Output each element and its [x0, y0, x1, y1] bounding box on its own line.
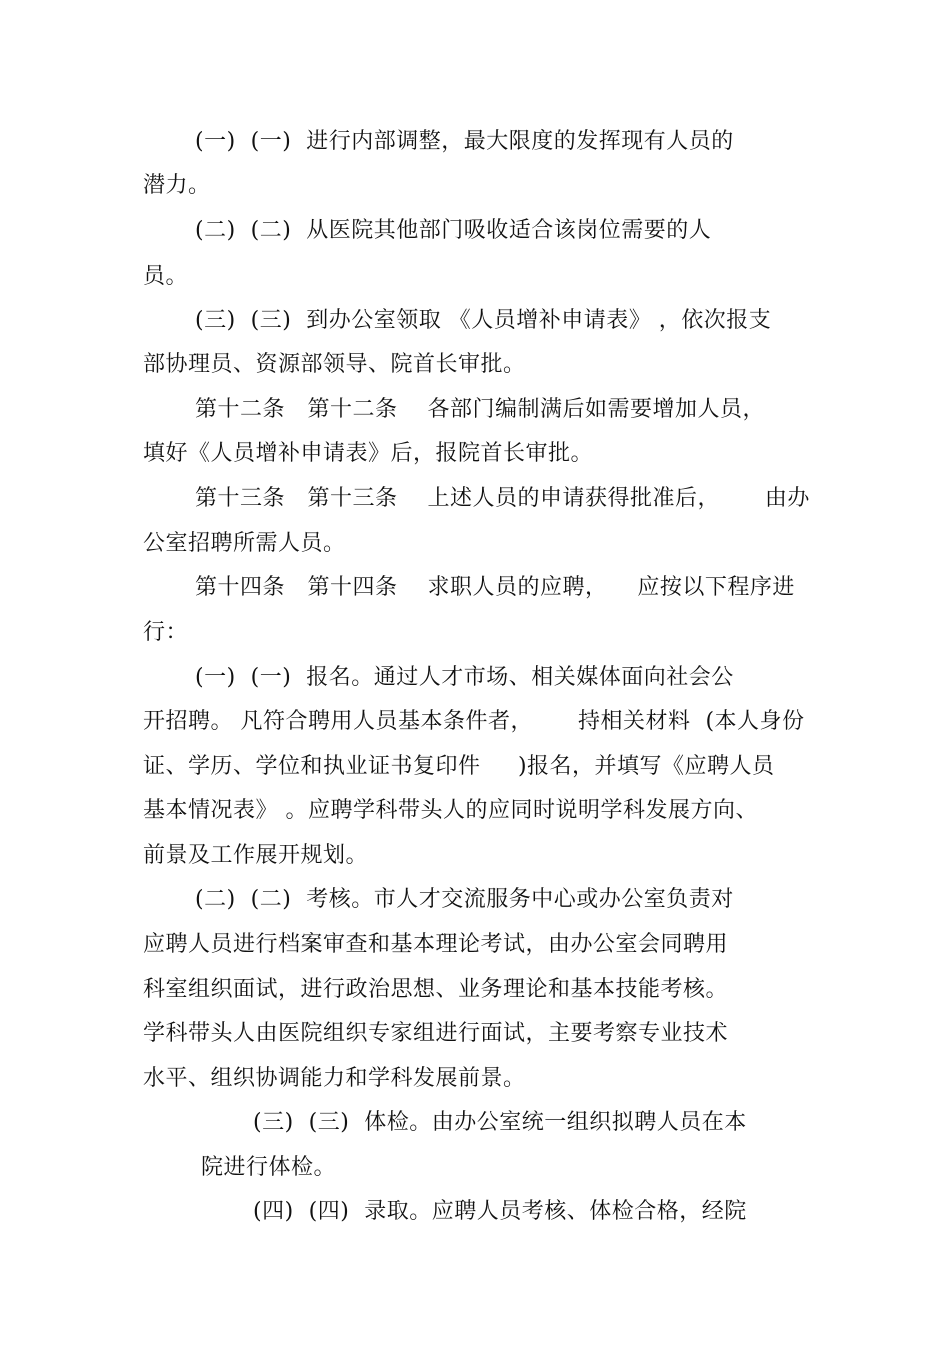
text-line: 填好《人员增补申请表》后，报院首长审批。	[143, 441, 594, 466]
text-line: 第十二条 第十二条 各部门编制满后如需要增加人员，	[195, 397, 765, 422]
text-line: 员。	[143, 264, 189, 289]
text-line: 行：	[143, 620, 189, 645]
text-line: 第十四条 第十四条 求职人员的应聘， 应按以下程序进	[195, 575, 795, 600]
text-line: (四) (四) 录取。应聘人员考核、体检合格，经院	[253, 1199, 747, 1224]
text-line: 开招聘。 凡符合聘用人员基本条件者， 持相关材料 (本人身份	[143, 709, 805, 734]
text-line: 科室组织面试，进行政治思想、业务理论和基本技能考核。	[143, 977, 729, 1002]
text-line: (二) (二) 从医院其他部门吸收适合该岗位需要的人	[195, 218, 712, 243]
text-line: 基本情况表》 。应聘学科带头人的应同时说明学科发展方向、	[143, 798, 758, 823]
text-line: 潜力。	[143, 173, 211, 198]
text-line: 水平、组织协调能力和学科发展前景。	[143, 1066, 526, 1091]
text-line: (一) (一) 进行内部调整，最大限度的发挥现有人员的	[195, 129, 734, 154]
text-line: 证、学历、学位和执业证书复印件 )报名，并填写《应聘人员	[143, 754, 775, 779]
text-line: 公室招聘所需人员。	[143, 531, 346, 556]
text-line: 院进行体检。	[201, 1155, 337, 1180]
text-line: (三) (三) 体检。由办公室统一组织拟聘人员在本	[253, 1110, 747, 1135]
text-line: 第十三条 第十三条 上述人员的申请获得批准后， 由办	[195, 486, 810, 511]
text-line: (二) (二) 考核。市人才交流服务中心或办公室负责对	[195, 887, 734, 912]
text-line: (三) (三) 到办公室领取 《人员增补申请表》 ，依次报支	[195, 308, 772, 333]
text-line: (一) (一) 报名。通过人才市场、相关媒体面向社会公	[195, 665, 734, 690]
text-line: 学科带头人由医院组织专家组进行面试，主要考察专业技术	[143, 1021, 729, 1046]
text-line: 应聘人员进行档案审查和基本理论考试，由办公室会同聘用	[143, 932, 729, 957]
text-line: 前景及工作展开规划。	[143, 843, 369, 868]
text-line: 部协理员、资源部领导、院首长审批。	[143, 352, 526, 377]
